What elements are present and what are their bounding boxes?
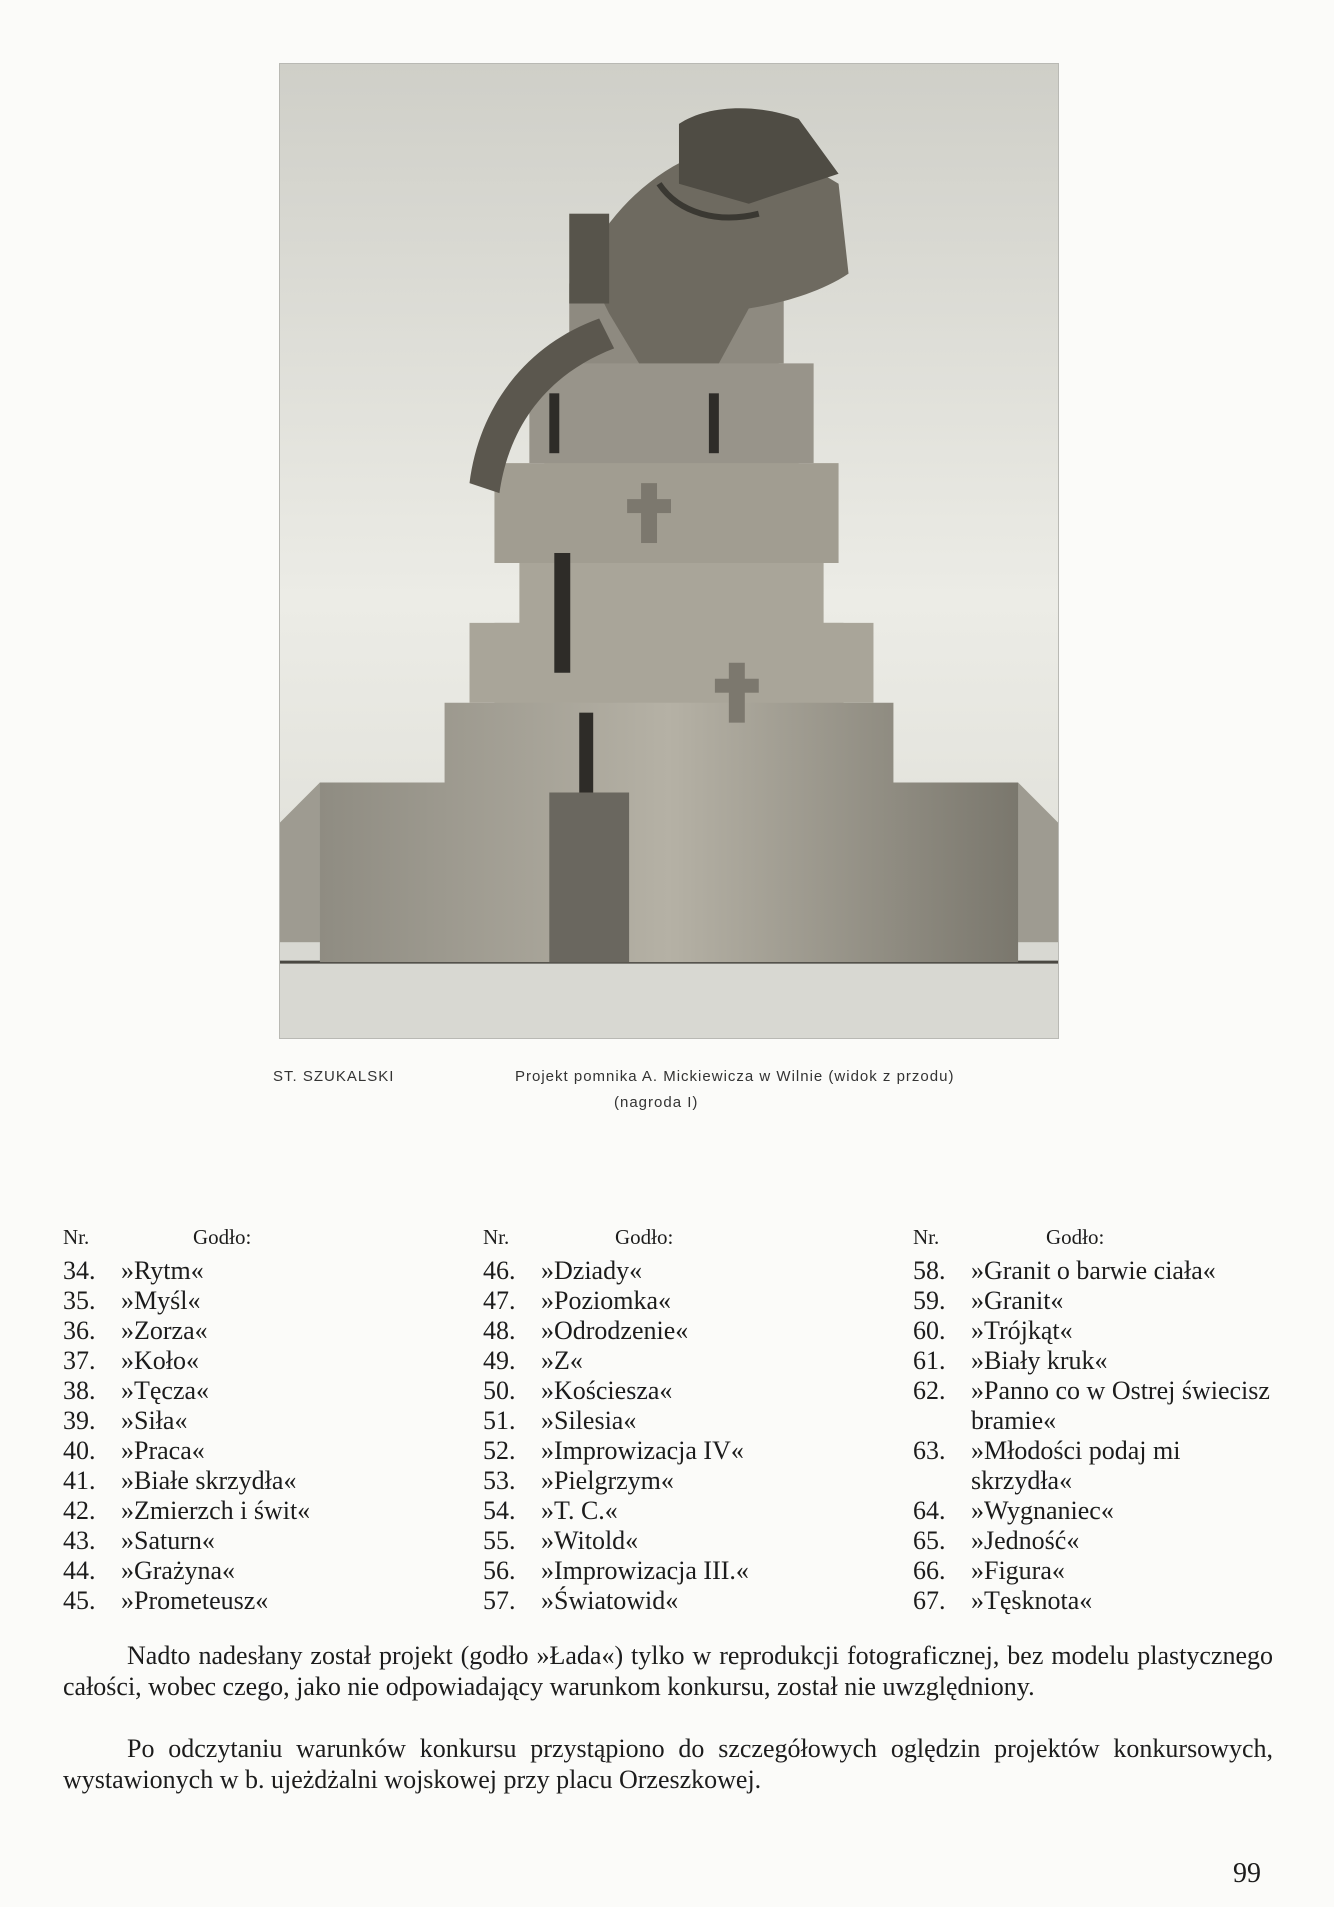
entry-motto: »Światowid« xyxy=(541,1586,679,1615)
motto-row xyxy=(483,1436,853,1466)
entry-number: 35. xyxy=(63,1286,96,1315)
entry-number: 54. xyxy=(483,1496,516,1525)
entry-number: 38. xyxy=(63,1376,96,1405)
entry-number: 45. xyxy=(63,1586,96,1615)
motto-row xyxy=(913,1496,1273,1526)
entry-motto: »Z« xyxy=(541,1346,583,1375)
column-header xyxy=(483,1222,853,1256)
monument-photo xyxy=(279,63,1059,1039)
motto-row xyxy=(913,1556,1273,1586)
entry-motto: »Improwizacja IV« xyxy=(541,1436,744,1465)
entry-motto: »Koło« xyxy=(121,1346,199,1375)
entry-motto: »Praca« xyxy=(121,1436,205,1465)
motto-row xyxy=(483,1496,853,1526)
motto-row xyxy=(63,1346,423,1376)
entry-number: 52. xyxy=(483,1436,516,1465)
entry-number: 56. xyxy=(483,1556,516,1585)
motto-row xyxy=(483,1346,853,1376)
entry-motto: »Saturn« xyxy=(121,1526,215,1555)
entry-motto: »Dziady« xyxy=(541,1256,643,1285)
header-godlo: Godło: xyxy=(1046,1225,1105,1249)
motto-row xyxy=(483,1406,853,1436)
motto-row xyxy=(63,1406,423,1436)
entry-number: 47. xyxy=(483,1286,516,1315)
motto-row xyxy=(483,1286,853,1316)
entry-number: 59. xyxy=(913,1286,946,1315)
entry-number: 39. xyxy=(63,1406,96,1435)
motto-row xyxy=(483,1466,853,1496)
entry-number: 40. xyxy=(63,1436,96,1465)
entry-motto: »Figura« xyxy=(971,1556,1065,1585)
motto-column-1 xyxy=(63,1222,423,1616)
motto-row xyxy=(913,1316,1273,1346)
motto-row xyxy=(913,1256,1273,1286)
motto-row xyxy=(913,1376,1277,1436)
motto-row xyxy=(483,1256,853,1286)
motto-row xyxy=(913,1586,1273,1616)
motto-row xyxy=(63,1436,423,1466)
entry-motto: »Silesia« xyxy=(541,1406,637,1435)
entry-number: 49. xyxy=(483,1346,516,1375)
entry-number: 60. xyxy=(913,1316,946,1345)
entry-number: 51. xyxy=(483,1406,516,1435)
motto-row xyxy=(63,1586,423,1616)
motto-row xyxy=(63,1526,423,1556)
entry-motto: »T. C.« xyxy=(541,1496,618,1525)
entry-motto: »Zmierzch i świt« xyxy=(121,1496,311,1525)
entry-number: 65. xyxy=(913,1526,946,1555)
entry-number: 67. xyxy=(913,1586,946,1615)
entry-number: 64. xyxy=(913,1496,946,1525)
entry-number: 50. xyxy=(483,1376,516,1405)
entry-motto: »Odrodzenie« xyxy=(541,1316,689,1345)
column-header xyxy=(913,1222,1273,1256)
entry-number: 61. xyxy=(913,1346,946,1375)
entry-motto: »Grażyna« xyxy=(121,1556,236,1585)
entry-number: 34. xyxy=(63,1256,96,1285)
entry-motto: »Siła« xyxy=(121,1406,188,1435)
header-godlo: Godło: xyxy=(615,1225,674,1249)
header-godlo: Godło: xyxy=(193,1225,252,1249)
entry-number: 57. xyxy=(483,1586,516,1615)
body-paragraph-1: Nadto nadesłany został projekt (godło »Łada«) tylko w reprodukcji fotograficznej, bez modelu plastycznego całości, wobec czego, jako nie odpowiadający warunkom konkursu, został nie uwzględniony. xyxy=(63,1641,1273,1701)
entry-motto: »Kościesza« xyxy=(541,1376,673,1405)
entry-motto: »Jedność« xyxy=(971,1526,1080,1555)
entry-motto: »Myśl« xyxy=(121,1286,201,1315)
entry-number: 37. xyxy=(63,1346,96,1375)
caption-author: ST. SZUKALSKI xyxy=(273,1068,395,1085)
motto-row xyxy=(63,1496,423,1526)
caption-note: (nagroda I) xyxy=(614,1094,699,1111)
caption-title: Projekt pomnika A. Mickiewicza w Wilnie (widok z przodu) xyxy=(515,1068,955,1085)
header-nr: Nr. xyxy=(913,1225,940,1249)
motto-row xyxy=(913,1286,1273,1316)
entry-motto: »Trójkąt« xyxy=(971,1316,1073,1345)
entry-motto: »Prometeusz« xyxy=(121,1586,269,1615)
motto-row xyxy=(63,1466,423,1496)
entry-motto: »Witold« xyxy=(541,1526,639,1555)
entry-motto: »Biały kruk« xyxy=(971,1346,1108,1375)
entry-number: 62. xyxy=(913,1376,946,1405)
motto-row xyxy=(913,1526,1273,1556)
motto-row xyxy=(483,1556,853,1586)
entry-number: 48. xyxy=(483,1316,516,1345)
entry-motto: »Poziomka« xyxy=(541,1286,671,1315)
page-number: 99 xyxy=(1233,1858,1261,1889)
motto-row xyxy=(913,1346,1273,1376)
entry-motto: »Zorza« xyxy=(121,1316,208,1345)
motto-row xyxy=(63,1556,423,1586)
motto-row xyxy=(483,1316,853,1346)
entry-number: 42. xyxy=(63,1496,96,1525)
entry-number: 44. xyxy=(63,1556,96,1585)
entry-number: 63. xyxy=(913,1436,946,1465)
motto-row xyxy=(483,1526,853,1556)
motto-row xyxy=(63,1376,423,1406)
motto-column-2 xyxy=(483,1222,853,1616)
entry-motto: »Młodości podaj mi skrzydła« xyxy=(971,1436,1187,1495)
entry-motto: »Granit« xyxy=(971,1286,1064,1315)
entry-motto: »Białe skrzydła« xyxy=(121,1466,297,1495)
header-nr: Nr. xyxy=(63,1225,90,1249)
entry-motto: »Wygnaniec« xyxy=(971,1496,1114,1525)
header-nr: Nr. xyxy=(483,1225,510,1249)
entry-number: 66. xyxy=(913,1556,946,1585)
entry-number: 53. xyxy=(483,1466,516,1495)
motto-row xyxy=(913,1436,1273,1496)
entry-number: 43. xyxy=(63,1526,96,1555)
motto-row xyxy=(483,1376,853,1406)
motto-row xyxy=(483,1586,853,1616)
entry-number: 55. xyxy=(483,1526,516,1555)
entry-motto: »Panno co w Ostrej świecisz bramie« xyxy=(971,1376,1277,1435)
entry-motto: »Tęsknota« xyxy=(971,1586,1093,1615)
entry-motto: »Granit o barwie ciała« xyxy=(971,1256,1216,1285)
entry-number: 58. xyxy=(913,1256,946,1285)
entry-number: 36. xyxy=(63,1316,96,1345)
entry-motto: »Pielgrzym« xyxy=(541,1466,674,1495)
entry-number: 46. xyxy=(483,1256,516,1285)
column-header xyxy=(63,1222,423,1256)
body-paragraph-2: Po odczytaniu warunków konkursu przystąpiono do szczegółowych oględzin projektów konkursowych, wystawionych w b. ujeżdżalni wojskowej przy placu Orzeszkowej. xyxy=(63,1734,1273,1794)
entry-motto: »Tęcza« xyxy=(121,1376,210,1405)
motto-row xyxy=(63,1316,423,1346)
entry-motto: »Improwizacja III.« xyxy=(541,1556,749,1585)
motto-row xyxy=(63,1256,423,1286)
entry-motto: »Rytm« xyxy=(121,1256,204,1285)
entry-number: 41. xyxy=(63,1466,96,1495)
motto-row xyxy=(63,1286,423,1316)
motto-column-3 xyxy=(913,1222,1277,1616)
